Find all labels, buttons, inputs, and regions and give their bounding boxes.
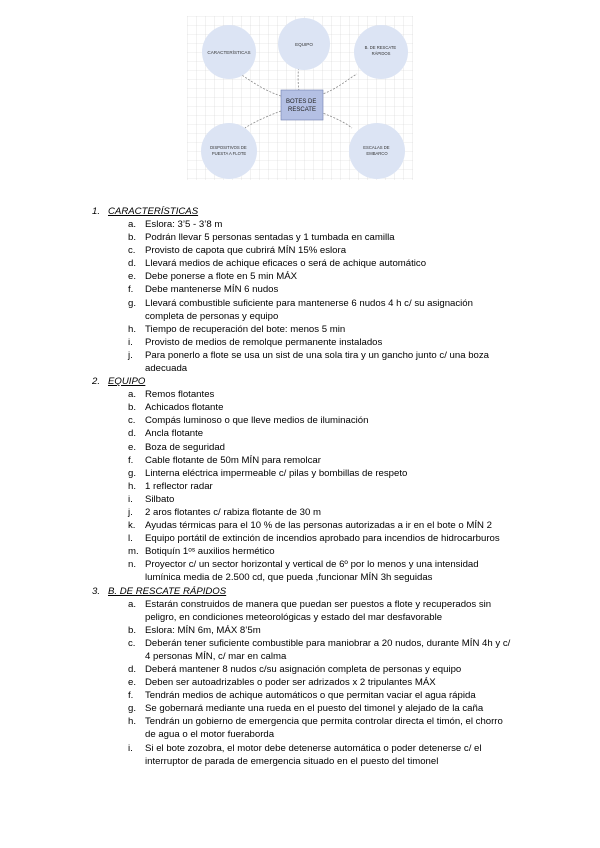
item-letter: n. xyxy=(128,559,137,571)
section-caracteristicas xyxy=(0,205,600,218)
center-label-line2: RESCATE xyxy=(288,107,316,113)
item-text: 2 aros flotantes c/ rabiza flotante de 30 m xyxy=(145,506,321,518)
item-text: Achicados flotante xyxy=(145,402,224,414)
section-title: CARACTERÍSTICAS xyxy=(108,206,199,217)
mind-map-diagram xyxy=(187,16,413,180)
item-text: Tiempo de recuperación del bote: menos 5 min xyxy=(145,323,346,335)
center-box xyxy=(281,90,323,120)
list-item xyxy=(0,270,600,283)
node-label-dispositivos xyxy=(210,145,248,156)
item-text: Proyector c/ un sector horizontal y vertical de 6º por lo menos y una intensidad lumínica media de 2.500 cd, que pueda ,funcionar MÍN 3h seguidas xyxy=(145,559,479,584)
list-item xyxy=(0,401,600,414)
item-letter: d. xyxy=(128,258,137,270)
item-letter: f. xyxy=(128,454,134,466)
list-item xyxy=(0,506,600,519)
list-rescate-rapidos xyxy=(0,598,600,768)
list-item xyxy=(0,742,600,768)
list-item xyxy=(0,427,600,440)
section-number: 2. xyxy=(92,376,101,388)
item-letter: i. xyxy=(128,493,133,505)
list-item xyxy=(0,231,600,244)
item-text: Se gobernará mediante una rueda en el puesto del timonel y alejado de la caña xyxy=(145,703,484,715)
list-item xyxy=(0,493,600,506)
list-item xyxy=(0,637,600,663)
item-text: Llevará combustible suficiente para mantenerse 6 nudos 4 h c/ su asignación completa de personas y equipo xyxy=(145,297,473,322)
item-text: Provisto de capota que cubrirá MÍN 15% eslora xyxy=(145,245,347,257)
list-item xyxy=(0,624,600,637)
node-label-equipo: EQUIPO xyxy=(295,42,313,47)
list-item xyxy=(0,218,600,231)
node-label-escalas-line1: ESCALAS DE xyxy=(363,145,390,150)
item-letter: b. xyxy=(128,402,137,414)
node-label-rescate-rapidos-line2: RÁPIDOS xyxy=(371,51,391,56)
list-item xyxy=(0,414,600,427)
item-letter: g. xyxy=(128,297,137,309)
list-item xyxy=(0,480,600,493)
item-letter: f. xyxy=(128,690,134,702)
node-label-escalas-line2: EMBARCO xyxy=(366,151,388,156)
list-item xyxy=(0,532,600,545)
center-label-line1: BOTES DE xyxy=(285,99,317,105)
list-item xyxy=(0,283,600,296)
item-text: Cable flotante de 50m MÍN para remolcar xyxy=(145,454,321,466)
list-item xyxy=(0,689,600,702)
item-text: Provisto de medios de remolque permanente instalados xyxy=(145,336,383,348)
item-letter: g. xyxy=(128,467,137,479)
item-letter: e. xyxy=(128,441,137,453)
item-letter: c. xyxy=(128,245,136,257)
item-letter: j. xyxy=(128,506,133,518)
item-text: Eslora: 3’5 - 3’8 m xyxy=(145,219,223,230)
list-item xyxy=(0,467,600,480)
item-letter: d. xyxy=(128,664,137,675)
item-text: Tendrán medios de achique automáticos o que permitan vaciar el agua rápida xyxy=(145,690,476,702)
node-label-dispositivos-line1: DISPOSITIVOS DE xyxy=(210,145,247,150)
item-letter: i. xyxy=(128,742,133,754)
item-text: Deberán tener suficiente combustible para maniobrar a 20 nudos, durante MÍN 4h y c/ 4 personas MÍN, c/ mar en calma xyxy=(145,637,511,662)
item-text: Llevará medios de achique eficaces o será de achique automático xyxy=(145,258,427,270)
item-letter: h. xyxy=(128,716,137,728)
section-rescate-rapidos xyxy=(0,585,600,598)
item-text: Equipo portátil de extinción de incendios aprobado para incendios de hidrocarburos xyxy=(145,533,500,545)
list-item xyxy=(0,336,600,349)
item-letter: l. xyxy=(128,533,133,545)
node-label-caracteristicas: CARACTERÍSTICAS xyxy=(207,50,251,55)
item-text: Linterna eléctrica impermeable c/ pilas y bombillas de respeto xyxy=(145,467,408,479)
list-item xyxy=(0,323,600,336)
item-letter: c. xyxy=(128,415,136,427)
list-item xyxy=(0,715,600,741)
document-body xyxy=(0,205,600,768)
item-text: Tendrán un gobierno de emergencia que permita controlar directa el timón, el chorro de agua o el motor fueraborda xyxy=(145,716,503,741)
item-text: Estarán construidos de manera que puedan ser puestos a flote y recuperados sin peligro, en condiciones meteorológicas y estado del mar desfavorable xyxy=(145,598,492,623)
item-text: Deberá mantener 8 nudos c/su asignación completa de personas y equipo xyxy=(145,664,462,675)
item-letter: i. xyxy=(128,336,133,348)
item-letter: k. xyxy=(128,520,136,532)
list-item xyxy=(0,519,600,532)
item-text: Deben ser autoadrizables o poder ser adrizados x 2 tripulantes MÁX xyxy=(145,677,436,689)
item-letter: c. xyxy=(128,637,136,649)
item-letter: h. xyxy=(128,480,137,492)
item-text: Podrán llevar 5 personas sentadas y 1 tumbada en camilla xyxy=(145,232,395,244)
list-item xyxy=(0,244,600,257)
list-item xyxy=(0,349,600,375)
node-label-escalas xyxy=(363,145,390,156)
list-item xyxy=(0,676,600,689)
item-text: Eslora: MÍN 6m, MÁX 8’5m xyxy=(145,624,261,636)
list-item xyxy=(0,441,600,454)
item-letter: a. xyxy=(128,219,137,230)
list-item xyxy=(0,297,600,323)
item-letter: f. xyxy=(128,284,134,296)
item-text: Botiquín 1ᵒˢ auxilios hermético xyxy=(145,546,275,558)
item-text: Si el bote zozobra, el motor debe detenerse automática o poder detenerse c/ el interruptor de parada de emergencia situado en el puesto del timonel xyxy=(145,742,482,767)
section-title: EQUIPO xyxy=(108,376,146,388)
item-letter: a. xyxy=(128,598,137,610)
list-item xyxy=(0,454,600,467)
item-text: Boza de seguridad xyxy=(145,441,226,453)
section-title: B. DE RESCATE RÁPIDOS xyxy=(108,585,227,597)
item-text: Para ponerlo a flote se usa un sist de una sola tira y un gancho junto c/ una boza adecuada xyxy=(145,349,490,375)
item-letter: j. xyxy=(128,349,133,361)
item-text: 1 reflector radar xyxy=(145,480,213,492)
list-equipo xyxy=(0,388,600,584)
item-text: Debe ponerse a flote en 5 min MÁX xyxy=(145,271,297,283)
item-letter: e. xyxy=(128,677,137,689)
item-text: Ancla flotante xyxy=(145,428,204,440)
mind-map-svg xyxy=(187,16,413,180)
item-text: Silbato xyxy=(145,493,175,505)
item-letter: m. xyxy=(128,546,139,558)
list-item xyxy=(0,558,600,584)
list-caracteristicas xyxy=(0,218,600,375)
item-letter: d. xyxy=(128,428,137,440)
item-text: Ayudas térmicas para el 10 % de las personas autorizadas a ir en el bote o MÍN 2 xyxy=(145,520,492,532)
list-item xyxy=(0,257,600,270)
item-text: Debe mantenerse MÍN 6 nudos xyxy=(145,284,279,296)
section-number: 1. xyxy=(92,206,101,217)
item-text: Compás luminoso o que lleve medios de iluminación xyxy=(145,415,369,427)
list-item xyxy=(0,702,600,715)
list-item xyxy=(0,663,600,676)
section-number: 3. xyxy=(92,585,101,597)
item-text: Remos flotantes xyxy=(145,389,215,401)
node-label-dispositivos-line2: PUESTA A FLOTE xyxy=(211,151,247,156)
node-label-rescate-rapidos-line1: B. DE RESCATE xyxy=(364,45,397,50)
section-equipo xyxy=(0,375,600,388)
list-item xyxy=(0,598,600,624)
item-letter: b. xyxy=(128,624,137,636)
list-item xyxy=(0,388,600,401)
item-letter: b. xyxy=(128,232,137,244)
item-letter: e. xyxy=(128,271,137,283)
item-letter: a. xyxy=(128,389,137,401)
list-item xyxy=(0,545,600,558)
item-letter: h. xyxy=(128,323,137,335)
item-letter: g. xyxy=(128,703,137,715)
